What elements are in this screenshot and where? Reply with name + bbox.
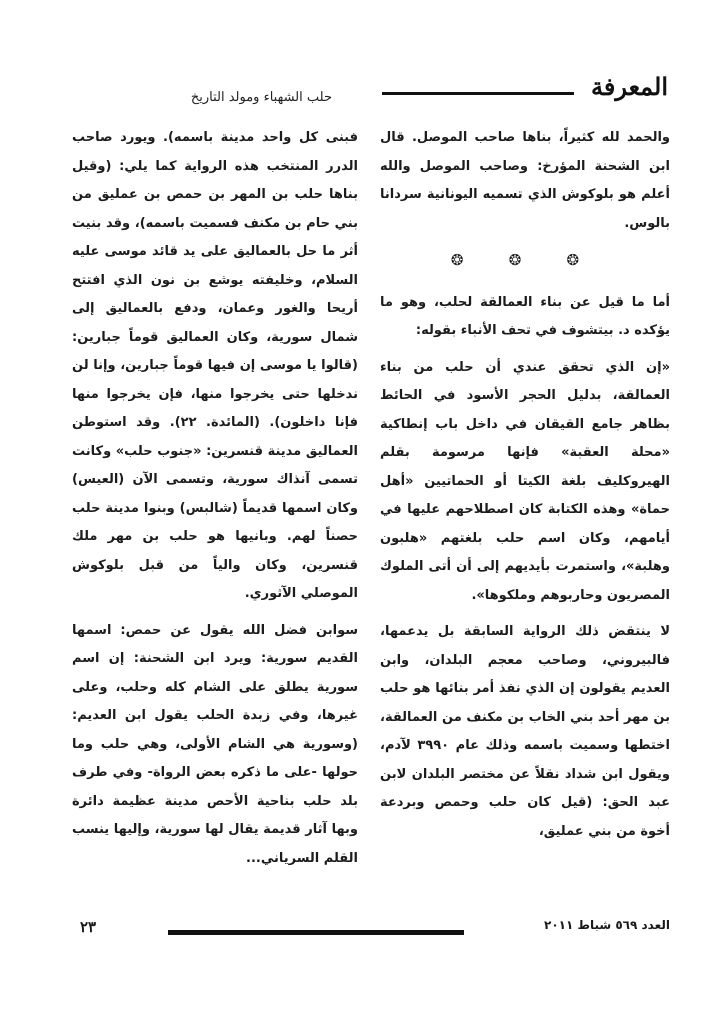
running-title: حلب الشهباء ومولد التاريخ xyxy=(190,90,332,105)
header-rule xyxy=(382,92,574,95)
paragraph: «إن الذي تحقق عندي أن حلب من بناء العمالقة، بدليل الحجر الأسود في الحائط بظاهر جامع القيقان في داخل باب إنطاكية «محلة العقبة» فإنها مرسومة بقلم الهيروكليف بلغة الكيتا أو الحماتيين «أهل حماة» وهذه الكتابة كان اصطلاحهم عليها في أيامهم، وكان اسم حلب بلغتهم «هلبون وهلبة»، واستمرت بأيديهم إلى أن أتى الملوك المصريون وحاربوهم وملكوها». xyxy=(380,359,670,603)
page-number: ٢٣ xyxy=(80,918,97,936)
right-column xyxy=(380,124,670,904)
paragraph: لا ينتقض ذلك الرواية السابقة بل يدعمها، فالبيروني، وصاحب معجم البلدان، وابن العديم يقولون إن الذي نفذ أمر بنائها هو حلب بن مهر أحد بني الخاب بن مكنف من العمالقة، اختطها وسميت باسمه وذلك عام ٣٩٩٠ لآدم، ويقول ابن شداد نقلاً عن مختصر البلدان لابن عبد الحق: (قيل كان حلب وحمص وبردعة أخوة من بني عمليق، xyxy=(380,624,670,839)
issue-info: العدد ٥٦٩ شباط ٢٠١١ xyxy=(544,918,670,932)
footer-rule xyxy=(168,930,464,935)
paragraph: والحمد لله كثيراً، بناها صاحب الموصل. قال ابن الشحنة المؤرخ: وصاحب الموصل والله أعلم هو بلوكوش الذي تسميه اليونانية سردانا بالوس. xyxy=(380,130,670,231)
paragraph: سوابن فضل الله يقول عن حمص: اسمها القديم سورية: ويرد ابن الشحنة: إن اسم سورية يطلق على الشام كله وحلب، وعلى غيرها، وفي زبدة الحلب يقول ابن العديم: (وسورية هي الشام الأولى، وهي حلب وما حولها -على ما ذكره بعض الرواة- وفي طرف بلد حلب بناحية الأحص مدينة عظيمة دائرة وبها آثار قديمة يقال لها سورية، وإليها ينسب القلم السرياني... xyxy=(72,622,358,866)
magazine-logo: المعرفة xyxy=(590,72,668,101)
paragraph: أما ما قيل عن بناء العمالقة لحلب، وهو ما يؤكده د. بيتشوف في تحف الأنباء بقوله: xyxy=(380,294,670,338)
paragraph: فبنى كل واحد مدينة باسمه). ويورد صاحب الدرر المنتخب هذه الرواية كما يلي: (وقيل بناها حلب بن المهر بن حمص بن عمليق من بني حام بن مكنف فسميت باسمه)، وقد بنيت أثر ما حل بالعماليق على يد قائد موسى عليه السلام، وخليفته يوشع بن نون الذي افتتح أريحا والغور وعمان، ودفع بالعماليق إلى شمال سورية، وكان العماليق قوماً جبارين: (قالوا يا موسى إن فيها قوماً جبارين، وإنا لن ندخلها حتى يخرجوا منها، فإن يخرجوا منها فإنا داخلون). (المائدة. ٢٢). وقد استوطن العماليق مدينة قنسرين: «جنوب حلب» وكانت تسمى آنذاك سورية، وتسمى الآن (العيس) وكان اسمها قديماً (شالبس) وبنوا مدينة حلب حصناً لهم. وبانيها هو حلب بن مهر ملك قنسرين، وكان والياً من قبل بلوكوش الموصلي الآثوري. xyxy=(72,130,358,601)
left-column xyxy=(72,124,358,904)
section-divider: ❂ ❂ ❂ xyxy=(450,251,600,269)
